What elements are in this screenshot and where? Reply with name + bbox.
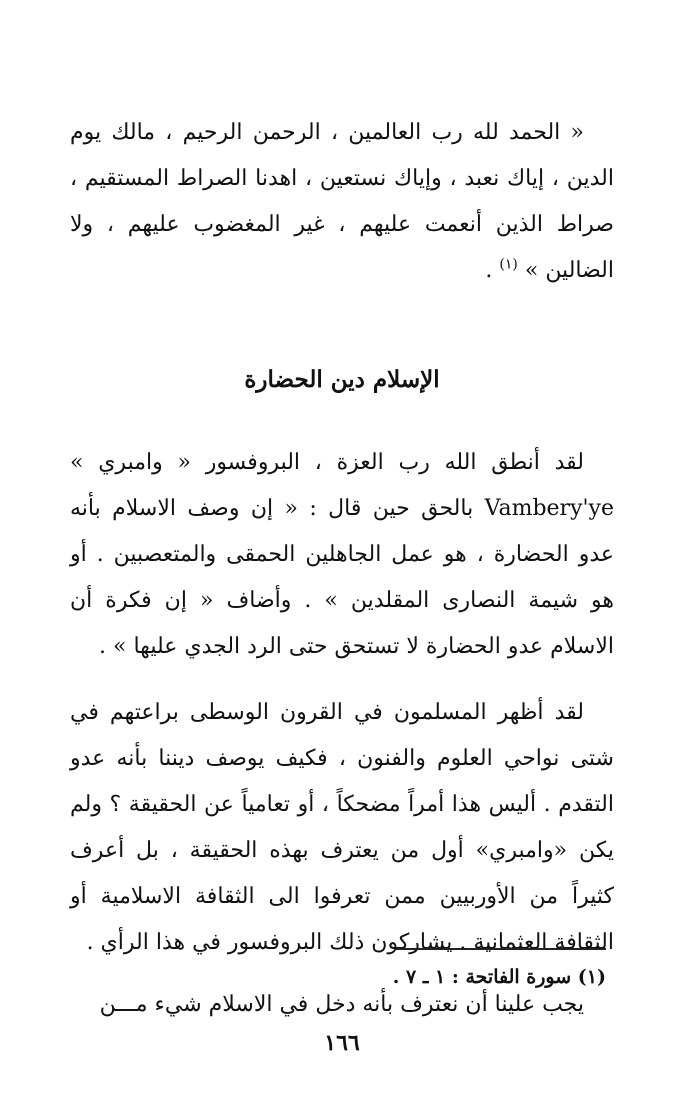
quote-paragraph: [70, 110, 614, 294]
paragraph-vambery-part2: بالحق حين قال : « إن وصف الاسلام بأنه عدو الحضارة ، هو عمل الجاهلين الحمقى والمتعصبين . أو هو شيمة النصارى المقلدين » . وأضاف « إن فكرة أن الاسلام عدو الحضارة لا تستحق حتى الرد الجدي عليها » .: [70, 496, 614, 659]
section-heading: الإسلام دين الحضارة: [244, 366, 440, 393]
page-body: [70, 110, 614, 1114]
footnote-reference: (١): [499, 256, 518, 273]
paragraph-vambery-part1: لقد أنطق الله رب العزة ، البروفسور « وامبري »: [70, 450, 584, 475]
latin-name: Vambery'ye: [484, 496, 614, 521]
paragraph-vambery: [70, 440, 614, 670]
footnote-divider: [396, 948, 606, 950]
quote-text: « الحمد لله رب العالمين ، الرحمن الرحيم ، مالك يوم الدين ، إياك نعبد ، وإياك نستعين ، اهدنا الصراط المستقيم ، صراط الذين أنعمت عليهم ، غير المغضوب عليهم ، ولا الضالين »: [70, 120, 614, 283]
quote-end: .: [485, 258, 500, 283]
paragraph-muslims-middle-ages: لقد أظهر المسلمون في القرون الوسطى براعتهم في شتى نواحي العلوم والفنون ، فكيف يوصف ديننا بأنه عدو التقدم . أليس هذا أمراً مضحكاً ، أو تعامياً عن الحقيقة ؟ ولم يكن «وامبري» أول من يعترف بهذه الحقيقة ، بل أعرف كثيراً من الأوربيين ممن تعرفوا الى الثقافة الاسلامية أو الثقافة العثمانية . يشاركون ذلك البروفسور في هذا الرأي .: [70, 700, 614, 955]
page-number: ١٦٦: [324, 1030, 360, 1056]
paragraph-must-admit: يجب علينا أن نعترف بأنه دخل في الاسلام شيء مـــن: [99, 992, 584, 1017]
footnote: (١) سورة الفاتحة : ١ ـ ٧ .: [392, 966, 606, 988]
